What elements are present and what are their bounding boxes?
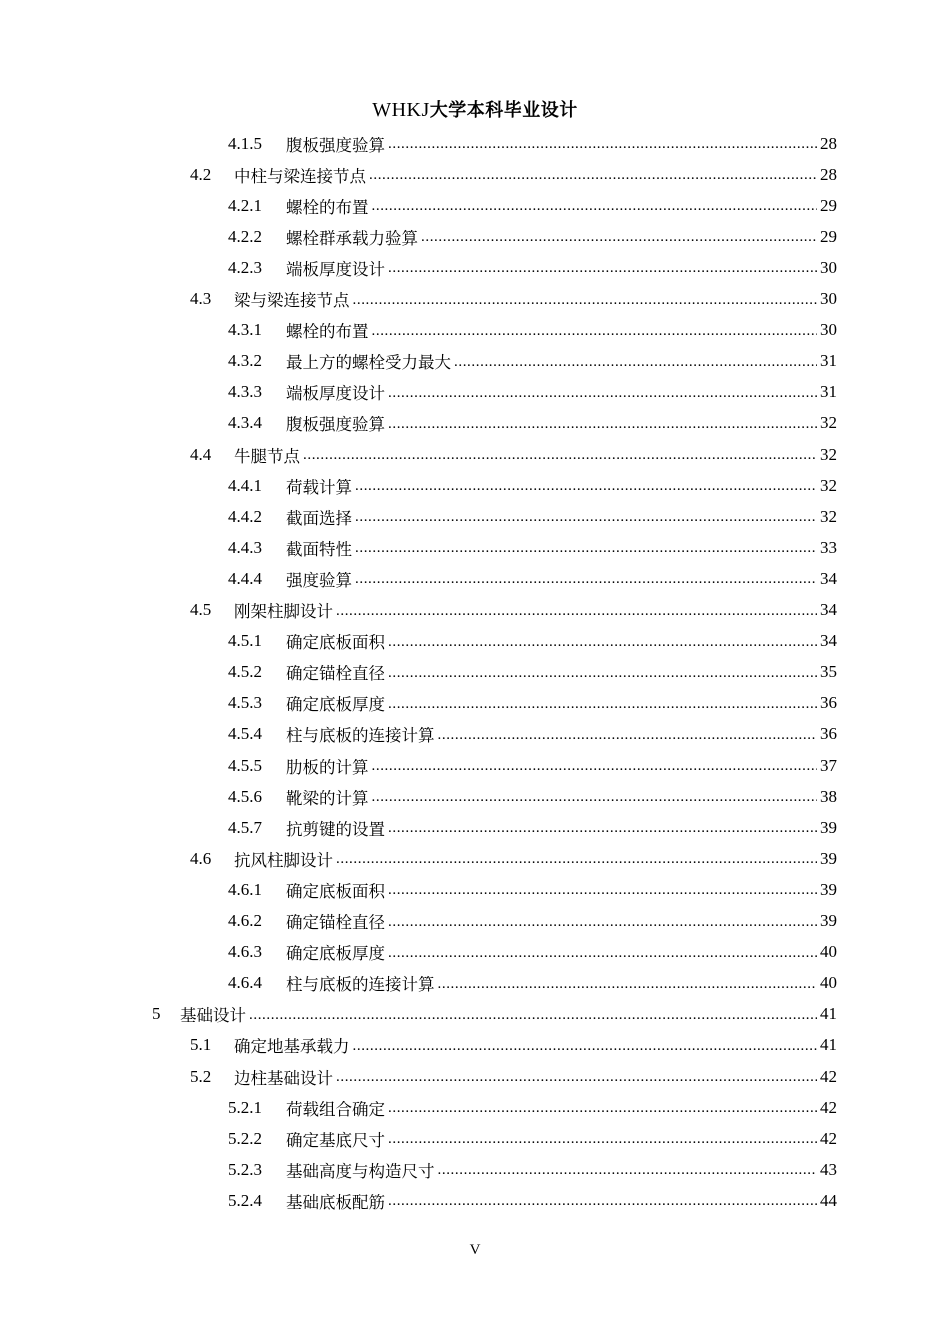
toc-dot-leader [388, 260, 817, 277]
toc-entry-title: 确定底板厚度 [286, 944, 385, 964]
toc-entry-title: 最上方的螺栓受力最大 [286, 353, 451, 373]
toc-dot-leader [388, 882, 817, 899]
toc-entry[interactable] [190, 843, 837, 874]
toc-dot-leader [353, 1038, 818, 1055]
toc-entry-title: 确定地基承载力 [234, 1037, 350, 1057]
toc-entry-title: 螺栓的布置 [286, 197, 369, 217]
toc-entry[interactable] [228, 937, 837, 968]
toc-entry[interactable] [228, 377, 837, 408]
toc-entry[interactable] [228, 532, 837, 563]
toc-entry[interactable] [190, 284, 837, 315]
page-number: V [469, 1242, 481, 1258]
toc-entry-title: 荷载计算 [286, 477, 352, 497]
toc-entry-number: 4.5.7 [228, 817, 262, 837]
toc-entry-title: 靴梁的计算 [286, 788, 369, 808]
toc-entry-title: 基础高度与构造尺寸 [286, 1161, 435, 1181]
toc-dot-leader [421, 229, 817, 246]
header-title: 大学本科毕业设计 [429, 100, 578, 121]
toc-entry-page: 39 [820, 848, 837, 868]
toc-entry-number: 4.5.1 [228, 631, 262, 651]
toc-entry-page: 40 [820, 942, 837, 962]
toc-entry-number: 4.5.4 [228, 724, 262, 744]
toc-entry-title: 螺栓的布置 [286, 322, 369, 342]
toc-entry[interactable] [228, 906, 837, 937]
toc-entry[interactable] [228, 1092, 837, 1123]
toc-dot-leader [372, 198, 818, 215]
toc-entry-number: 5.2 [190, 1066, 212, 1086]
toc-dot-leader [353, 292, 818, 309]
toc-entry-page: 32 [820, 413, 837, 433]
toc-entry-page: 41 [820, 1035, 837, 1055]
toc-entry-title: 刚架柱脚设计 [234, 602, 333, 621]
toc-dot-leader [355, 509, 817, 526]
toc-dot-leader [355, 478, 817, 495]
toc-entry-page: 28 [820, 133, 837, 153]
toc-entry-number: 5.2.1 [228, 1097, 262, 1117]
toc-entry-number: 4.5.3 [228, 693, 262, 713]
toc-entry-page: 35 [820, 662, 837, 682]
toc-entry-page: 39 [820, 911, 837, 930]
toc-entry[interactable] [228, 221, 837, 252]
toc-dot-leader [438, 727, 818, 744]
toc-entry-page: 31 [820, 351, 837, 371]
toc-entry-number: 4.6 [190, 848, 212, 868]
toc-entry[interactable] [228, 750, 837, 781]
toc-entry-page: 41 [820, 1004, 837, 1024]
toc-entry-title: 基础底板配筋 [286, 1192, 385, 1212]
toc-dot-leader [388, 945, 817, 962]
toc-entry-number: 4.2.2 [228, 226, 262, 246]
toc-entry[interactable] [190, 595, 837, 626]
page-header [0, 96, 950, 122]
toc-dot-leader [336, 851, 817, 868]
toc-entry[interactable] [190, 159, 837, 190]
toc-dot-leader [388, 385, 817, 402]
toc-entry-number: 4.5.6 [228, 786, 262, 806]
toc-entry-number: 4.2.3 [228, 257, 262, 277]
toc-entry-page: 43 [820, 1159, 837, 1179]
toc-entry-number: 5.2.3 [228, 1159, 262, 1179]
toc-entry-number: 4.5 [190, 600, 212, 619]
toc-dot-leader [388, 416, 817, 433]
toc-entry-title: 肋板的计算 [286, 757, 369, 777]
toc-entry-page: 32 [820, 475, 837, 495]
header-latin: WHKJ [372, 99, 430, 121]
toc-entry-title: 梁与梁连接节点 [234, 291, 350, 310]
toc-dot-leader [388, 914, 817, 931]
toc-dot-leader [369, 167, 817, 184]
toc-entry[interactable] [190, 439, 837, 470]
toc-entry[interactable] [228, 128, 837, 159]
toc-entry[interactable] [228, 408, 837, 439]
toc-entry-number: 4.2 [190, 164, 212, 184]
toc-dot-leader [336, 603, 817, 620]
toc-entry-page: 36 [820, 724, 837, 744]
toc-entry-title: 腹板强度验算 [286, 135, 385, 155]
toc-entry-number: 4.4.4 [228, 568, 262, 588]
toc-entry-page: 40 [820, 973, 837, 993]
toc-entry-title: 柱与底板的连接计算 [286, 726, 435, 746]
toc-dot-leader [303, 447, 817, 464]
toc-entry-title: 抗剪键的设置 [286, 819, 385, 839]
toc-entry-number: 4.5.2 [228, 662, 262, 682]
toc-entry-title: 强度验算 [286, 570, 352, 590]
toc-entry-title: 边柱基础设计 [234, 1068, 333, 1088]
toc-entry-page: 30 [820, 257, 837, 277]
toc-dot-leader [388, 136, 817, 153]
toc-entry[interactable] [228, 968, 837, 999]
toc-entry-page: 30 [820, 320, 837, 340]
toc-entry-page: 38 [820, 786, 837, 806]
toc-entry-page: 32 [820, 506, 837, 526]
toc-entry-number: 4.2.1 [228, 195, 262, 215]
toc-dot-leader [388, 634, 817, 651]
toc-entry-page: 36 [820, 693, 837, 713]
toc-entry-number: 4.5.5 [228, 755, 262, 775]
toc-entry-title: 中柱与梁连接节点 [234, 166, 366, 186]
toc-entry[interactable] [152, 999, 837, 1030]
toc-dot-leader [438, 1162, 818, 1179]
toc-entry-title: 端板厚度设计 [286, 384, 385, 404]
toc-entry-number: 4.6.3 [228, 942, 262, 962]
toc-entry-number: 4.3 [190, 289, 212, 308]
toc-dot-leader [388, 1193, 817, 1210]
toc-entry[interactable] [228, 688, 837, 719]
toc-entry-number: 5.2.2 [228, 1128, 262, 1148]
toc-dot-leader [372, 789, 818, 806]
toc-entry[interactable] [228, 1185, 837, 1216]
toc-entry-number: 4.6.1 [228, 879, 262, 899]
toc-entry[interactable] [228, 812, 837, 843]
toc-dot-leader [388, 1100, 817, 1117]
toc-entry-number: 4.3.1 [228, 320, 262, 340]
toc-entry-title: 柱与底板的连接计算 [286, 975, 435, 995]
toc-dot-leader [249, 1007, 817, 1024]
toc-entry-page: 29 [820, 226, 837, 246]
toc-entry-page: 34 [820, 631, 837, 651]
toc-dot-leader [336, 1069, 817, 1086]
toc-entry-title: 端板厚度设计 [286, 259, 385, 279]
toc-entry-title: 确定底板面积 [286, 633, 385, 653]
toc-entry[interactable] [190, 1030, 837, 1061]
toc-entry[interactable] [228, 346, 837, 377]
toc-entry-page: 32 [820, 444, 837, 464]
toc-entry-page: 29 [820, 195, 837, 215]
toc-entry[interactable] [228, 315, 837, 346]
toc-entry-title: 牛腿节点 [234, 446, 300, 466]
toc-entry-title: 确定锚栓直径 [286, 664, 385, 684]
toc-dot-leader [388, 696, 817, 713]
toc-entry[interactable] [228, 657, 837, 688]
toc-entry-number: 4.4 [190, 444, 212, 464]
toc-entry[interactable] [228, 563, 837, 594]
toc-entry[interactable] [228, 626, 837, 657]
toc-entry-page: 31 [820, 382, 837, 402]
toc-entry-number: 4.4.1 [228, 475, 262, 495]
toc-entry-page: 39 [820, 879, 837, 899]
toc-entry-page: 33 [820, 537, 837, 557]
toc-entry-number: 5 [152, 1004, 161, 1024]
toc-entry-page: 42 [820, 1128, 837, 1148]
toc-entry-title: 基础设计 [180, 1006, 246, 1026]
toc-entry-title: 腹板强度验算 [286, 415, 385, 435]
toc-dot-leader [355, 571, 817, 588]
toc-entry-number: 4.4.2 [228, 506, 262, 526]
toc-entry-title: 截面特性 [286, 539, 352, 559]
toc-entry-number: 4.1.5 [228, 133, 262, 153]
toc-entry-title: 确定基底尺寸 [286, 1130, 385, 1150]
toc-entry-number: 4.3.4 [228, 413, 262, 433]
toc-entry[interactable] [228, 190, 837, 221]
toc-entry-title: 截面选择 [286, 508, 352, 528]
toc-dot-leader [355, 540, 817, 557]
toc-entry[interactable] [228, 252, 837, 283]
toc-entry[interactable] [228, 501, 837, 532]
toc-entry[interactable] [228, 1154, 837, 1185]
toc-entry[interactable] [228, 719, 837, 750]
toc-entry-page: 34 [820, 600, 837, 619]
toc-dot-leader [388, 820, 817, 837]
toc-entry-number: 4.3.2 [228, 351, 262, 371]
toc-entry[interactable] [190, 1061, 837, 1092]
toc-entry-page: 44 [820, 1190, 837, 1210]
toc-entry[interactable] [228, 470, 837, 501]
toc-entry[interactable] [228, 1123, 837, 1154]
toc-entry-title: 螺栓群承载力验算 [286, 228, 418, 248]
toc-entry[interactable] [228, 781, 837, 812]
toc-entry-page: 34 [820, 568, 837, 588]
toc-dot-leader [372, 323, 818, 340]
toc-dot-leader [388, 1131, 817, 1148]
toc-entry-page: 42 [820, 1097, 837, 1117]
toc-entry-number: 4.6.4 [228, 973, 262, 993]
toc-entry-title: 确定底板厚度 [286, 695, 385, 715]
toc-entry-title: 确定锚栓直径 [286, 913, 385, 932]
toc-entry-number: 5.1 [190, 1035, 212, 1055]
toc-entry-page: 37 [820, 755, 837, 775]
toc-entry-title: 荷载组合确定 [286, 1099, 385, 1119]
toc-entry-number: 5.2.4 [228, 1190, 262, 1210]
toc-dot-leader [454, 354, 817, 371]
toc-entry-number: 4.3.3 [228, 382, 262, 402]
toc-dot-leader [372, 758, 818, 775]
toc-entry-title: 抗风柱脚设计 [234, 850, 333, 870]
toc-entry-page: 42 [820, 1066, 837, 1086]
toc-dot-leader [388, 665, 817, 682]
toc-dot-leader [438, 976, 818, 993]
toc-entry-page: 28 [820, 164, 837, 184]
toc-entry-page: 39 [820, 817, 837, 837]
toc-entry-page: 30 [820, 289, 837, 308]
toc-entry-number: 4.6.2 [228, 911, 262, 930]
toc-entry[interactable] [228, 874, 837, 905]
toc-entry-number: 4.4.3 [228, 537, 262, 557]
toc-entry-title: 确定底板面积 [286, 881, 385, 901]
